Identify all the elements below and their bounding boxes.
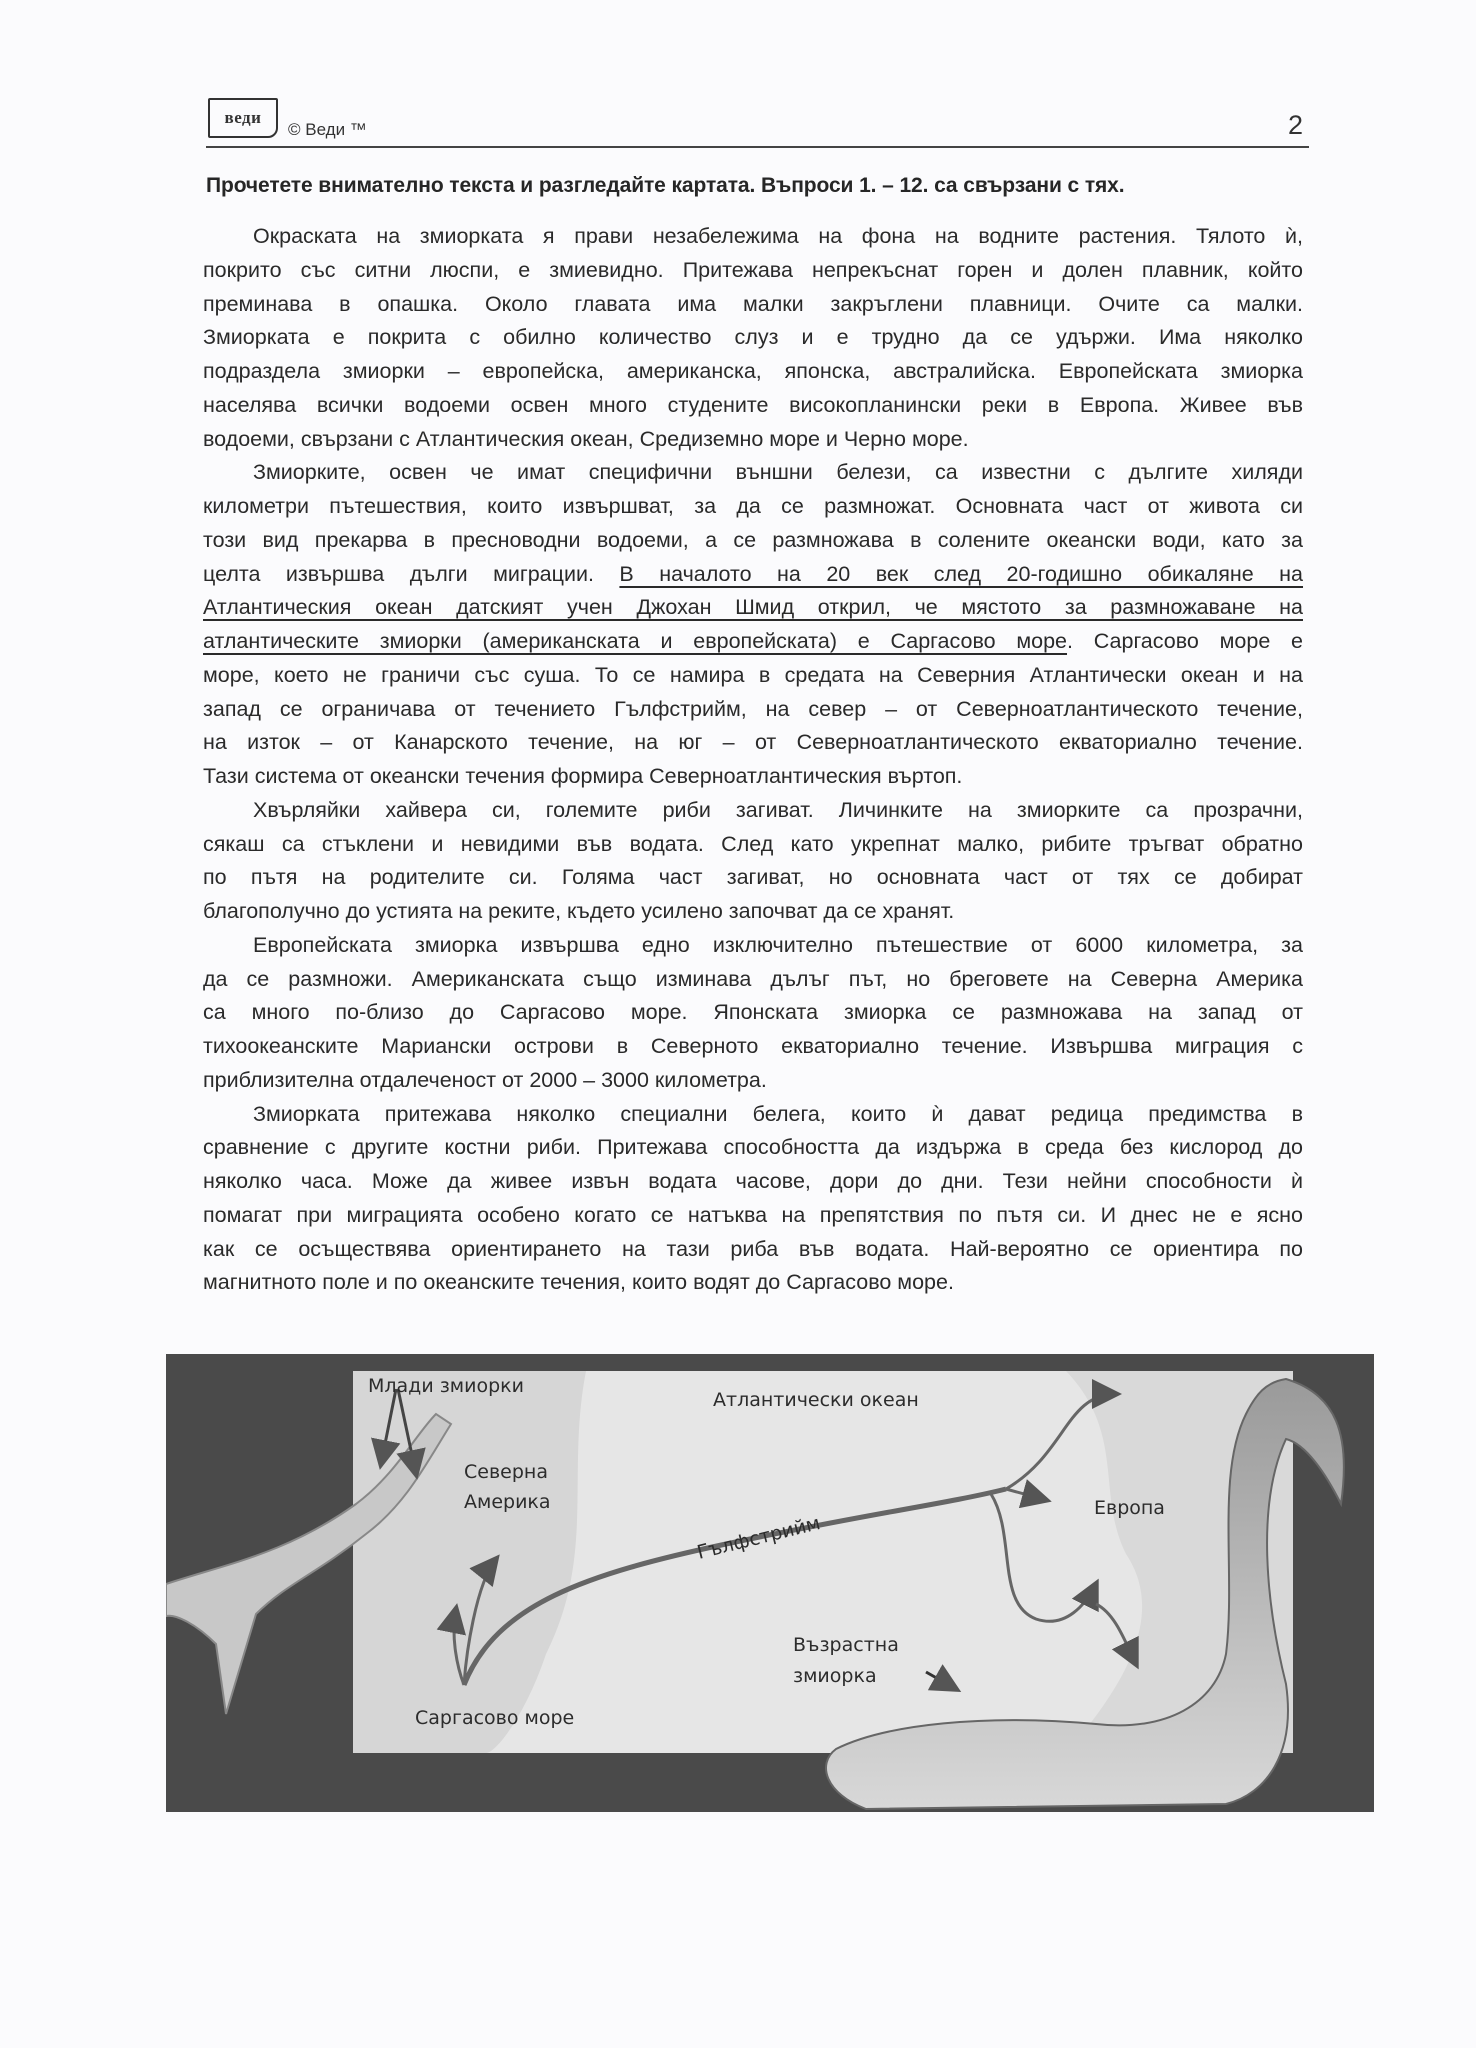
paragraph-5-line: [203, 1199, 1303, 1233]
reading-text: [203, 220, 1303, 1300]
text-segment: . Саргасово море е: [1067, 629, 1304, 653]
label-north-america-1: Северна: [464, 1461, 548, 1483]
text-segment: преминава в опашка. Около главата има малки закръглени плавници. Очите са малки.: [203, 291, 1303, 316]
paragraph-1-line: [203, 423, 1303, 457]
text-segment: населява всички водоеми освен много студените високопланински реки в Европа. Живее във: [203, 392, 1303, 417]
text-segment: няколко часа. Може да живее извън водата часове, дори до дни. Тези нейни способности ѝ: [203, 1169, 1303, 1193]
paragraph-2-line: [203, 456, 1303, 490]
copyright-text: © Веди ™: [288, 120, 367, 139]
paragraph-2-line: [203, 659, 1303, 693]
paragraph-5-line: [203, 1098, 1303, 1132]
text-segment: на изток – от Канарското течение, на юг – от Северноатлантическото екваториално течение.: [203, 730, 1303, 755]
label-sargasso-sea: Саргасово море: [415, 1707, 575, 1729]
paragraph-3-line: [203, 895, 1303, 929]
text-segment: Змиорката притежава няколко специални белега, които ѝ дават редица предимства в: [253, 1101, 1303, 1126]
paragraph-1-line: [203, 321, 1303, 355]
paragraph-3-line: [203, 794, 1303, 828]
paragraph-5-line: [203, 1131, 1303, 1165]
text-segment: целта извършва дълги миграции.: [203, 561, 620, 586]
eel-migration-map: [166, 1354, 1374, 1812]
paragraph-4-line: [203, 929, 1303, 963]
text-segment: Тази система от океански течения формира Северноатлантическия въртоп.: [203, 764, 963, 788]
text-segment: Хвърляйки хайвера си, големите риби загиват. Личинките на змиорките са прозрачни,: [253, 797, 1303, 822]
instruction-heading: Прочетете внимателно текста и разгледайте картата. Въпроси 1. – 12. са свързани с тях.: [206, 174, 1125, 197]
paragraph-1-line: [203, 288, 1303, 322]
paragraph-5-line: [203, 1233, 1303, 1267]
paragraph-2-line: [203, 760, 1303, 794]
paragraph-4-line: [203, 1064, 1303, 1098]
text-segment: Окраската на змиорката я прави незабележима на фона на водните растения. Тялото ѝ,: [253, 224, 1303, 248]
text-segment: магнитното поле и по океанските течения, които водят до Саргасово море.: [203, 1270, 954, 1295]
text-segment: тихоокеанските Мариански острови в Северното екваториално течение. Извършва миграция с: [203, 1034, 1303, 1058]
paragraph-1-line: [203, 355, 1303, 389]
text-segment: са много по-близо до Саргасово море. Японската змиорка се размножава на запад от: [203, 1000, 1303, 1025]
text-segment: да се размножи. Американската също изминава дълъг път, но бреговете на Северна Америка: [203, 966, 1303, 991]
text-segment: запад се ограничава от течението Гълфстрийм, на север – от Северноатлантическото течение,: [203, 696, 1303, 721]
vedi-logo: веди: [208, 98, 278, 138]
header-divider: [206, 146, 1309, 148]
paragraph-1-line: [203, 254, 1303, 288]
text-segment: Змиорките, освен че имат специфични външни белези, са известни с дългите хиляди: [253, 460, 1303, 485]
text-segment: благополучно до устията на реките, където усилено започват да се хранят.: [203, 899, 955, 923]
paragraph-2-line: [203, 625, 1303, 659]
paragraph-2-line: [203, 726, 1303, 760]
underlined-text: атлантическите змиорки (американската и европейската) е Саргасово море: [203, 629, 1068, 653]
underlined-text: В началото на 20 век след 20-годишно обикаляне на: [619, 561, 1304, 586]
text-segment: помагат при миграцията особено когато се натъква на препятствия по пътя си. И днес не е ясно: [203, 1202, 1303, 1227]
paragraph-5-line: [203, 1266, 1303, 1300]
label-europe: Европа: [1094, 1497, 1165, 1519]
text-segment: сякаш са стъклени и невидими във водата. След като укрепнат малко, рибите тръгват обратно: [203, 831, 1303, 856]
text-segment: море, което не граничи със суша. То се намира в средата на Северния Атлантически океан и на: [203, 662, 1303, 687]
paragraph-2-line: [203, 490, 1303, 524]
paragraph-5-line: [203, 1165, 1303, 1199]
paragraph-1-line: [203, 220, 1303, 254]
text-segment: Европейската змиорка извършва едно изключително пътешествие от 6000 километра, за: [253, 932, 1303, 957]
label-atlantic-ocean: Атлантически океан: [713, 1389, 919, 1411]
paragraph-2-line: [203, 524, 1303, 558]
page-number: 2: [1288, 110, 1304, 140]
paragraph-3-line: [203, 828, 1303, 862]
label-young-eels: Млади змиорки: [368, 1375, 524, 1397]
paragraph-2-line: [203, 558, 1303, 592]
paragraph-2-line: [203, 693, 1303, 727]
label-adult-eel-1: Възрастна: [793, 1634, 899, 1656]
label-gulf-stream: Гълфстрийм: [694, 1512, 823, 1564]
text-segment: приблизителна отдалеченост от 2000 – 3000 километра.: [203, 1067, 767, 1092]
label-adult-eel-2: змиорка: [793, 1665, 877, 1687]
text-segment: как се осъществява ориентирането на тази риба във водата. Най-вероятно се ориентира по: [203, 1236, 1303, 1261]
paragraph-3-line: [203, 861, 1303, 895]
text-segment: този вид прекарва в пресноводни водоеми, а се размножава в солените океански води, като за: [203, 527, 1303, 552]
text-segment: сравнение с другите костни риби. Притежава способността да издържа в среда без кислород до: [203, 1135, 1303, 1160]
paragraph-1-line: [203, 389, 1303, 423]
text-segment: по пътя на родителите си. Голяма част загиват, но основната част от тях се добират: [203, 865, 1303, 890]
paragraph-4-line: [203, 996, 1303, 1030]
underlined-text: Атлантическия океан датският учен Джохан Шмид открил, че мястото за размножаване на: [203, 595, 1303, 620]
text-segment: подраздела змиорки – европейска, американска, японска, австралийска. Европейската змиорка: [203, 359, 1303, 383]
text-segment: Змиорката е покрита с обилно количество слуз и е трудно да се удържи. Има няколко: [203, 325, 1303, 350]
text-segment: километри пътешествия, които извършват, за да се размножат. Основната част от живота си: [203, 494, 1303, 518]
paragraph-4-line: [203, 963, 1303, 997]
paragraph-4-line: [203, 1030, 1303, 1064]
text-segment: водоеми, свързани с Атлантическия океан, Средиземно море и Черно море.: [203, 426, 969, 451]
text-segment: покрито със ситни люспи, е змиевидно. Притежава непрекъснат горен и долен плавник, който: [203, 257, 1303, 282]
paragraph-2-line: [203, 591, 1303, 625]
label-north-america-2: Америка: [464, 1491, 551, 1513]
